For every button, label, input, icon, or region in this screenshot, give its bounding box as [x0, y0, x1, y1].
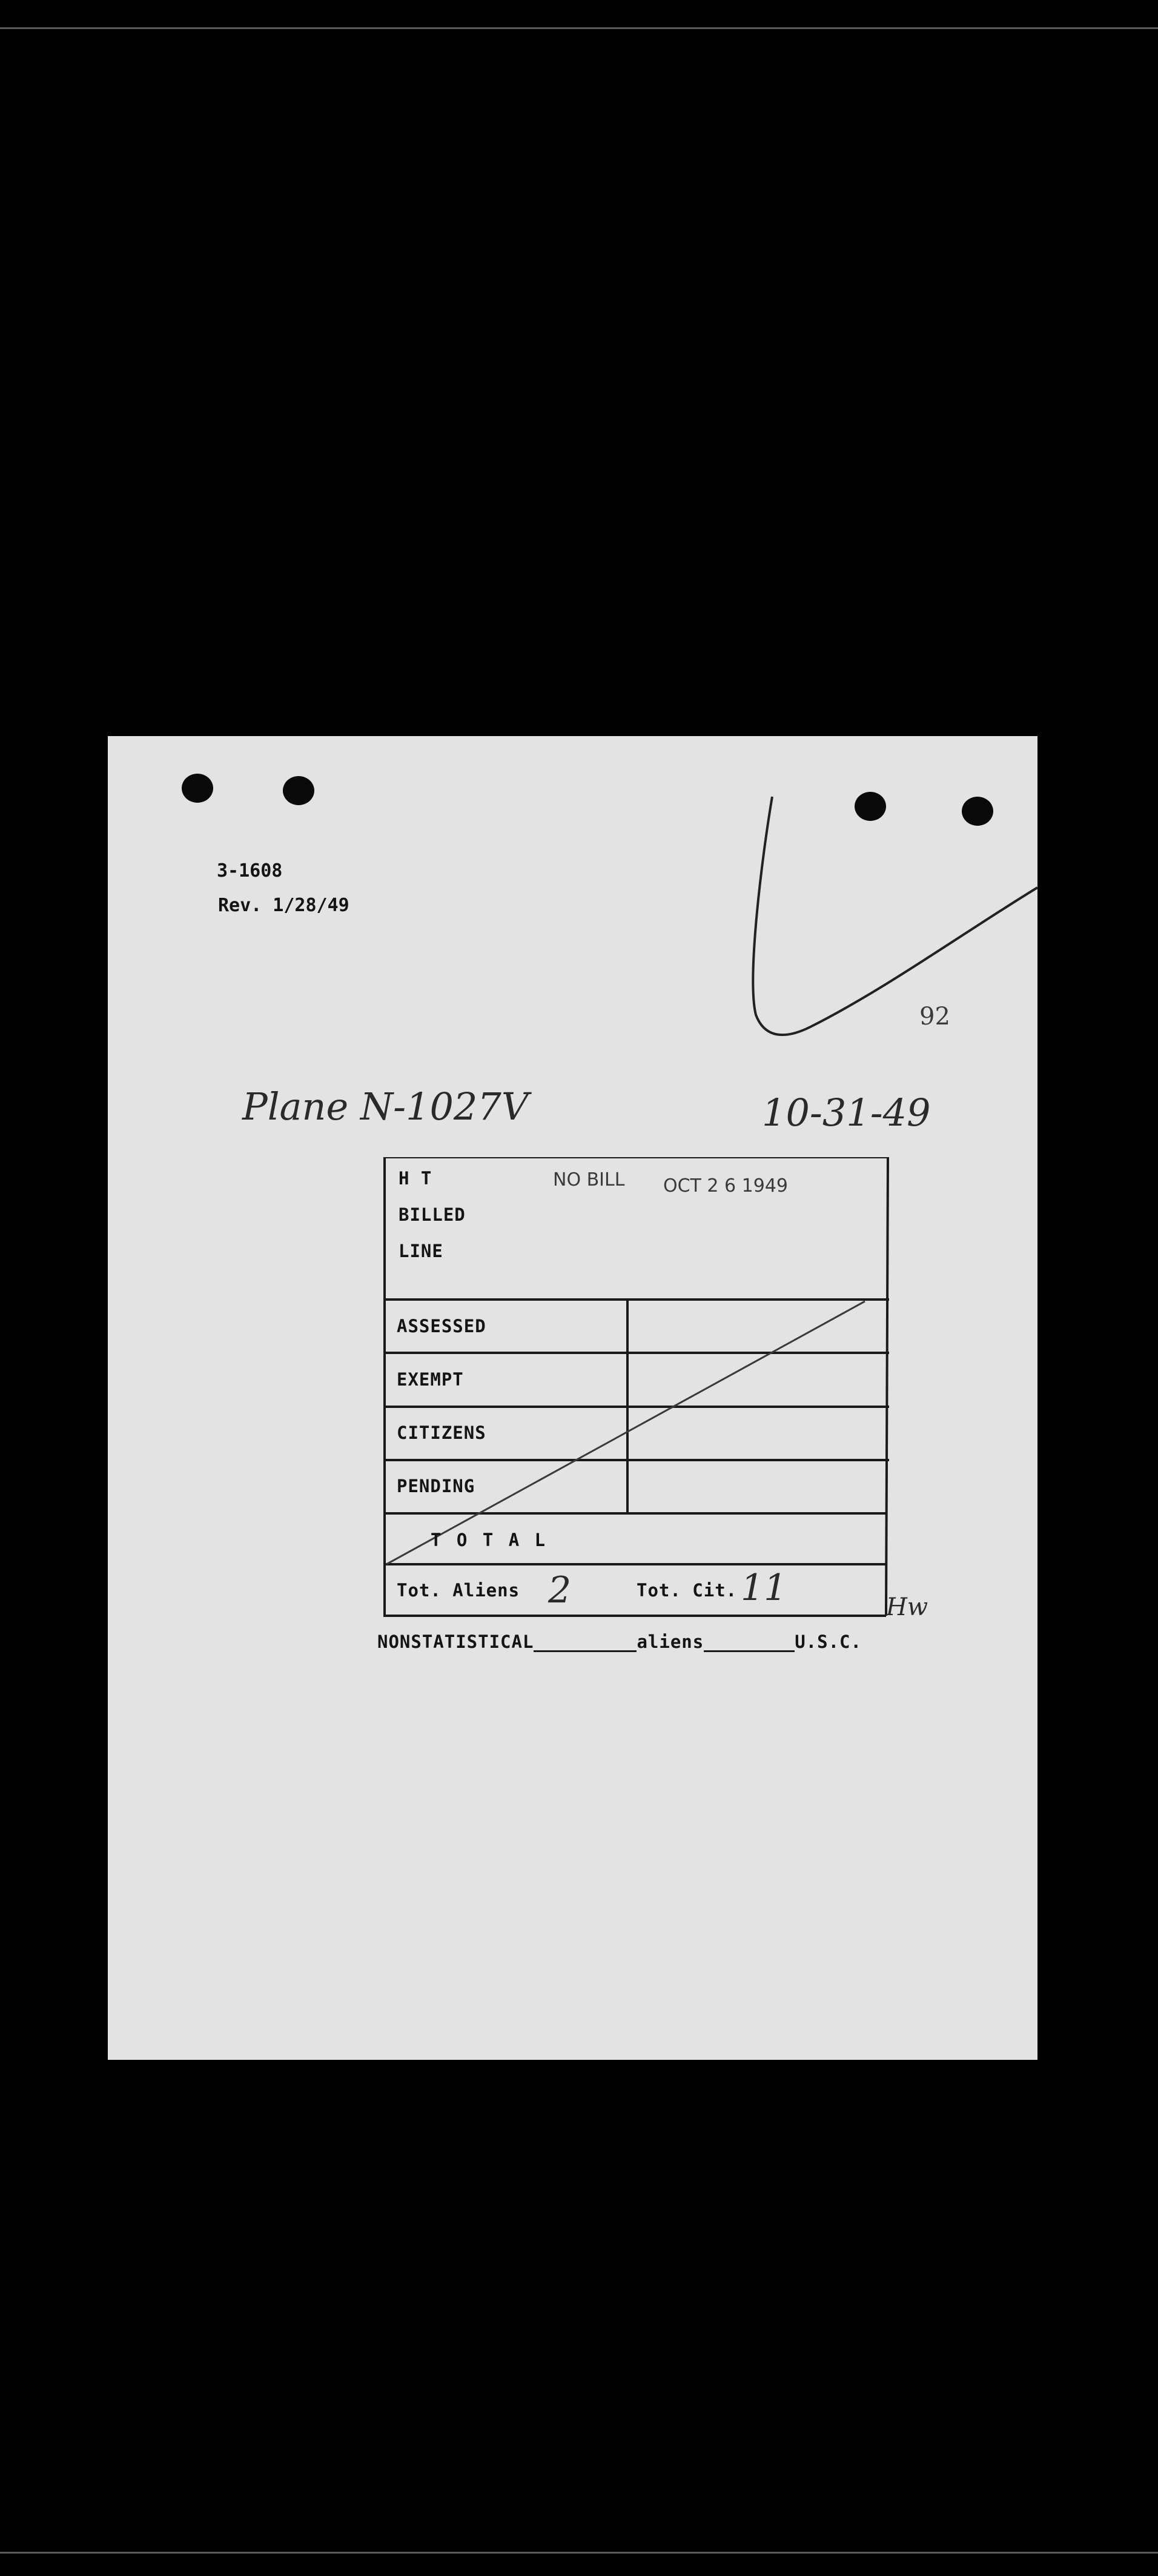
handwritten-initials: Hw	[886, 1593, 928, 1621]
check-mark-stroke	[108, 736, 1037, 2060]
footer-usc: U.S.C.	[795, 1632, 862, 1652]
document-page	[108, 736, 1037, 2060]
stamp-date: OCT 2 6 1949	[663, 1175, 789, 1197]
form-revision: Rev. 1/28/49	[218, 895, 349, 916]
header-line-ht: H T	[399, 1168, 432, 1189]
top-scan-border	[0, 27, 1158, 29]
footer-nonstatistical: NONSTATISTICAL	[377, 1632, 534, 1652]
tot-cit-value: 11	[741, 1567, 787, 1609]
header-line-billed: BILLED	[399, 1204, 466, 1225]
tot-aliens-label: Tot. Aliens	[397, 1580, 520, 1601]
page-number: 92	[919, 1003, 950, 1031]
row-assessed: ASSESSED	[397, 1316, 486, 1336]
footer-aliens: aliens	[637, 1632, 704, 1652]
handwritten-title: Plane N-1027V	[242, 1084, 529, 1129]
tot-cit-label: Tot. Cit.	[637, 1580, 738, 1601]
bottom-scan-border	[0, 2552, 1158, 2554]
total-label: T O T A L	[431, 1530, 548, 1550]
row-citizens: CITIZENS	[397, 1422, 486, 1443]
header-line-line: LINE	[399, 1241, 443, 1261]
tot-aliens-value: 2	[548, 1569, 572, 1612]
row-exempt: EXEMPT	[397, 1369, 464, 1390]
row-pending: PENDING	[397, 1476, 475, 1496]
handwritten-date: 10-31-49	[762, 1090, 931, 1135]
stamp-no-bill: NO BILL	[553, 1169, 625, 1190]
form-number: 3-1608	[217, 860, 283, 881]
